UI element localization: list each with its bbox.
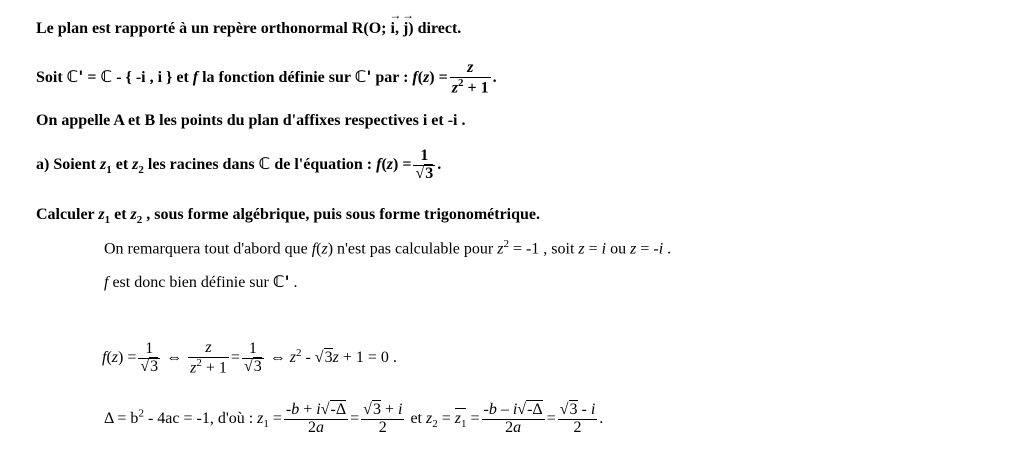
text: la fonction définie sur bbox=[198, 69, 355, 87]
text: et bbox=[110, 206, 131, 223]
text: a) Soient bbox=[36, 155, 100, 173]
text: Calculer bbox=[36, 206, 99, 223]
line-7: f est donc bien définie sur ℂ' . bbox=[104, 272, 298, 291]
vector-i: → i bbox=[390, 20, 394, 38]
text: ) direct. bbox=[408, 20, 462, 37]
text: Δ = b bbox=[104, 409, 139, 427]
text: = -1 , soit bbox=[508, 240, 579, 258]
equation-1: f(z) = $\frac{1}{√3}$ . bbox=[376, 147, 442, 182]
text: les racines dans bbox=[143, 155, 259, 173]
text: n'est pas calculable pour bbox=[333, 240, 498, 258]
line-4: a) Soient $z_1$ et $z_2$ les racines dans ℂ de l'équation : f(z) = $\frac{1}{√3}$ . bbox=[36, 147, 442, 182]
text: et bbox=[406, 409, 426, 427]
line-2 bbox=[36, 60, 497, 97]
vector-j: → j bbox=[403, 20, 408, 38]
text: Soit bbox=[36, 69, 67, 87]
f-symbol: f bbox=[192, 69, 199, 87]
complex-set-symbol: ℂ' bbox=[66, 67, 84, 87]
text: - 4ac = -1, d'où : bbox=[143, 409, 258, 427]
text: par : bbox=[371, 69, 413, 87]
line-8: f(z) = $\frac{1}{√3}$ ⇔ $\frac{z}{z^2 + 1}$ = $\frac{1}{√3}$ ⇔ $z^2 - √3z + 1 = 0$ . bbox=[102, 339, 397, 377]
text: est donc bien définie sur bbox=[108, 274, 273, 291]
complex-set-symbol: ℂ bbox=[100, 67, 113, 87]
line-5: Calculer $z_1$ et $z_2$ , sous forme algébrique, puis sous forme trigonométrique. bbox=[36, 206, 541, 227]
text: = bbox=[83, 69, 101, 87]
line-1: Le plan est rapporté à un repère orthonormal R(O; → i, → j) direct. bbox=[36, 20, 461, 38]
line-6: On remarquera tout d'abord que f(z) n'est pas calculable pour $z^2 = -1$ , soit z = i ou z = -i . bbox=[104, 238, 672, 258]
text: Le plan est rapporté à un repère orthonormal R(O; bbox=[36, 20, 391, 37]
text: On appelle A et B les points du plan d'affixes respectives i et -i . bbox=[36, 112, 466, 129]
text: On remarquera tout d'abord que bbox=[104, 240, 312, 258]
text: et bbox=[111, 155, 133, 173]
complex-set-symbol: ℂ bbox=[258, 153, 271, 173]
line-3 bbox=[36, 112, 466, 130]
complex-set-symbol: ℂ' bbox=[272, 272, 290, 291]
line-9: $\Delta = b^2 - 4ac = -1$, d'où : $z_1$ = $\frac{-b + i√-\Delta}{2a}$ = $\frac{√3 + i}{2}$ et $z_2 = z_1$ = $\frac{-b - i√-\Delta}{2a}$ = $\frac{√3 - i}{2}$ . bbox=[104, 401, 604, 436]
complex-set-symbol: ℂ' bbox=[354, 67, 372, 87]
text: de l'équation : bbox=[270, 155, 377, 173]
formula-f: f(z) = $\frac{z}{z^2 + 1}$ . bbox=[412, 59, 497, 97]
text: - { -i , i } et bbox=[112, 69, 193, 87]
text: ou bbox=[606, 240, 631, 258]
text: , sous forme algébrique, puis sous forme trigonométrique. bbox=[142, 206, 541, 223]
